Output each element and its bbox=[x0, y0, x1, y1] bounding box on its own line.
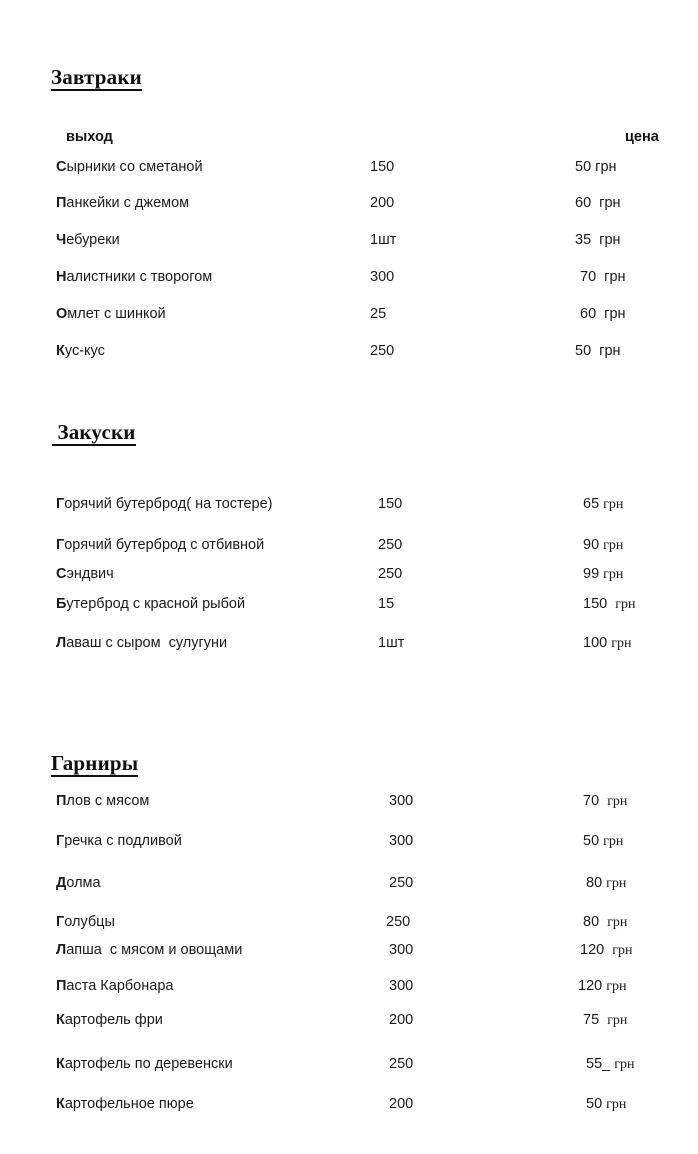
menu-row bbox=[0, 940, 698, 962]
item-quantity: 250 bbox=[386, 914, 411, 930]
item-quantity: 250 bbox=[370, 343, 395, 359]
item-price: 120 грн bbox=[580, 942, 633, 958]
item-name: Омлет с шинкой bbox=[56, 306, 166, 322]
item-price: 50 грн bbox=[575, 343, 621, 359]
item-price: 90 грн bbox=[583, 537, 624, 553]
item-name: Бутерброд с красной рыбой bbox=[56, 596, 246, 612]
section-title-zavtraki: Завтраки bbox=[51, 66, 142, 91]
item-price: 70 грн bbox=[580, 269, 626, 285]
item-quantity: 250 bbox=[389, 1056, 414, 1072]
item-price: 35 грн bbox=[575, 232, 621, 248]
item-quantity: 200 bbox=[389, 1096, 414, 1112]
item-quantity: 200 bbox=[370, 195, 395, 211]
item-quantity: 300 bbox=[389, 793, 414, 809]
menu-row bbox=[0, 1010, 698, 1032]
item-quantity: 1шт bbox=[378, 635, 405, 651]
item-name: Картофель по деревенски bbox=[56, 1056, 233, 1072]
item-name: Долма bbox=[56, 875, 101, 891]
item-name: Голубцы bbox=[56, 914, 115, 930]
item-name: Горячий бутерброд( на тостере) bbox=[56, 496, 273, 512]
item-name: Картофель фри bbox=[56, 1012, 163, 1028]
item-name: Картофельное пюре bbox=[56, 1096, 194, 1112]
item-name: Паста Карбонара bbox=[56, 978, 174, 994]
item-quantity: 300 bbox=[370, 269, 395, 285]
column-header-quantity: выход bbox=[66, 129, 113, 145]
item-price: 99 грн bbox=[583, 566, 624, 582]
menu-row bbox=[0, 564, 698, 586]
item-quantity: 300 bbox=[389, 942, 414, 958]
menu-row bbox=[0, 912, 698, 934]
item-name: Сырники со сметаной bbox=[56, 159, 203, 175]
item-quantity: 150 bbox=[378, 496, 403, 512]
item-quantity: 250 bbox=[378, 566, 403, 582]
item-quantity: 200 bbox=[389, 1012, 414, 1028]
item-price: 100 грн bbox=[583, 635, 632, 651]
menu-row bbox=[0, 831, 698, 853]
item-price: 60 грн bbox=[580, 306, 626, 322]
item-quantity: 25 bbox=[370, 306, 387, 322]
item-name: Горячий бутерброд с отбивной bbox=[56, 537, 265, 553]
item-price: 50 грн bbox=[575, 159, 617, 175]
item-quantity: 300 bbox=[389, 833, 414, 849]
item-quantity: 250 bbox=[389, 875, 414, 891]
item-price: 75 грн bbox=[583, 1012, 628, 1028]
item-price: 120 грн bbox=[578, 978, 627, 994]
menu-row bbox=[0, 873, 698, 895]
item-price: 50 грн bbox=[586, 1096, 627, 1112]
item-price: 65 грн bbox=[583, 496, 624, 512]
menu-row bbox=[0, 535, 698, 557]
item-price: 50 грн bbox=[583, 833, 624, 849]
section-title-garniry: Гарниры bbox=[51, 752, 138, 777]
menu-row bbox=[0, 230, 698, 252]
menu-row bbox=[0, 193, 698, 215]
item-name: Лаваш с сыром сулугуни bbox=[56, 635, 228, 651]
section-title-zakuski: Закуски bbox=[52, 421, 136, 446]
item-quantity: 150 bbox=[370, 159, 395, 175]
item-quantity: 250 bbox=[378, 537, 403, 553]
item-price: 70 грн bbox=[583, 793, 628, 809]
menu-row bbox=[0, 1094, 698, 1116]
item-name: Сэндвич bbox=[56, 566, 114, 582]
item-name: Налистники с творогом bbox=[56, 269, 213, 285]
menu-row bbox=[0, 304, 698, 326]
item-quantity: 300 bbox=[389, 978, 414, 994]
item-quantity: 15 bbox=[378, 596, 395, 612]
item-price: 60 грн bbox=[575, 195, 621, 211]
menu-row bbox=[0, 976, 698, 998]
menu-row bbox=[0, 494, 698, 516]
menu-row bbox=[0, 341, 698, 363]
menu-row bbox=[0, 791, 698, 813]
item-name: Чебуреки bbox=[56, 232, 120, 248]
item-name: Плов с мясом bbox=[56, 793, 150, 809]
menu-row bbox=[0, 157, 698, 179]
item-name: Лапша с мясом и овощами bbox=[56, 942, 243, 958]
item-quantity: 1шт bbox=[370, 232, 397, 248]
item-price: 55_ грн bbox=[586, 1056, 635, 1072]
item-price: 80 грн bbox=[586, 875, 627, 891]
menu-row bbox=[0, 594, 698, 616]
item-name: Панкейки с джемом bbox=[56, 195, 190, 211]
item-name: Кус-кус bbox=[56, 343, 105, 359]
item-name: Гречка с подливой bbox=[56, 833, 182, 849]
column-header-price: цена bbox=[625, 129, 659, 145]
menu-row bbox=[0, 1054, 698, 1076]
menu-row bbox=[0, 633, 698, 655]
menu-row bbox=[0, 267, 698, 289]
item-price: 150 грн bbox=[583, 596, 636, 612]
item-price: 80 грн bbox=[583, 914, 628, 930]
